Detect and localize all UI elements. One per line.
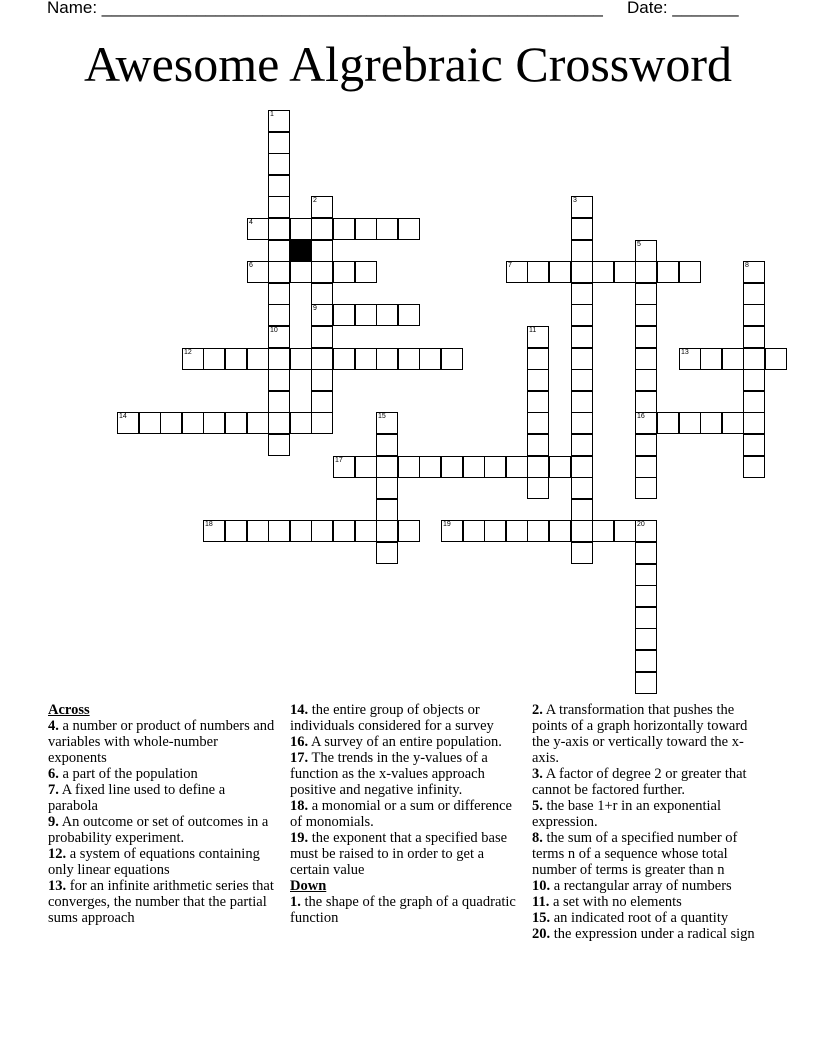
name-field[interactable]: Name: _____________________________________________________ bbox=[47, 0, 603, 17]
crossword-cell[interactable] bbox=[506, 520, 528, 542]
crossword-cell[interactable] bbox=[527, 477, 549, 499]
crossword-cell[interactable] bbox=[311, 412, 333, 434]
clue-across-9: 9. An outcome or set of outcomes in a probability experiment. bbox=[48, 814, 269, 846]
crossword-cell[interactable] bbox=[311, 196, 333, 218]
clue-number: 17 bbox=[335, 457, 343, 464]
crossword-cell[interactable] bbox=[268, 240, 290, 262]
crossword-cell[interactable] bbox=[333, 348, 355, 370]
crossword-cell[interactable] bbox=[635, 564, 657, 586]
crossword-cell[interactable] bbox=[311, 218, 333, 240]
crossword-cell[interactable] bbox=[203, 348, 225, 370]
crossword-cell[interactable] bbox=[311, 369, 333, 391]
crossword-cell[interactable] bbox=[635, 348, 657, 370]
crossword-cell[interactable] bbox=[743, 456, 765, 478]
crossword-cell[interactable] bbox=[376, 218, 398, 240]
crossword-cell[interactable] bbox=[527, 412, 549, 434]
down-heading: Down bbox=[290, 878, 327, 894]
crossword-cell[interactable] bbox=[311, 520, 333, 542]
crossword-cell[interactable] bbox=[398, 218, 420, 240]
crossword-cell[interactable] bbox=[722, 412, 744, 434]
clue-number: 8 bbox=[745, 262, 749, 269]
crossword-cell[interactable] bbox=[268, 520, 290, 542]
black-cell bbox=[290, 240, 312, 262]
clue-number: 16 bbox=[637, 413, 645, 420]
crossword-cell[interactable] bbox=[247, 412, 269, 434]
crossword-cell[interactable] bbox=[311, 304, 333, 326]
crossword-cell[interactable] bbox=[527, 369, 549, 391]
crossword-cell[interactable] bbox=[268, 175, 290, 197]
crossword-cell[interactable] bbox=[376, 520, 398, 542]
crossword-cell[interactable] bbox=[743, 283, 765, 305]
crossword-cell[interactable] bbox=[333, 520, 355, 542]
crossword-cell[interactable] bbox=[484, 520, 506, 542]
crossword-cell[interactable] bbox=[571, 391, 593, 413]
crossword-cell[interactable] bbox=[311, 283, 333, 305]
clue-across-6: 6. a part of the population bbox=[48, 766, 198, 782]
crossword-cell[interactable] bbox=[571, 412, 593, 434]
crossword-cell[interactable] bbox=[463, 456, 485, 478]
clue-number: 4 bbox=[249, 219, 253, 226]
crossword-cell[interactable] bbox=[614, 520, 636, 542]
crossword-cell[interactable] bbox=[268, 434, 290, 456]
crossword-cell[interactable] bbox=[549, 261, 571, 283]
crossword-cell[interactable] bbox=[376, 542, 398, 564]
crossword-cell[interactable] bbox=[355, 218, 377, 240]
crossword-cell[interactable] bbox=[290, 348, 312, 370]
clue-number: 13 bbox=[681, 349, 689, 356]
clue-across-12: 12. a system of equations containing only linear equations bbox=[48, 846, 260, 878]
clue-down-11: 11. a set with no elements bbox=[532, 894, 682, 910]
crossword-cell[interactable] bbox=[268, 369, 290, 391]
clue-number: 2 bbox=[313, 197, 317, 204]
crossword-cell[interactable] bbox=[635, 434, 657, 456]
crossword-cell[interactable] bbox=[527, 520, 549, 542]
crossword-cell[interactable] bbox=[657, 412, 679, 434]
clue-number: 20 bbox=[637, 521, 645, 528]
crossword-cell[interactable] bbox=[333, 456, 355, 478]
crossword-cell[interactable] bbox=[700, 348, 722, 370]
clue-across-17: 17. The trends in the y-values of a function as the x-values approach positive and negative infinity. bbox=[290, 750, 488, 798]
clue-down-1: 1. the shape of the graph of a quadratic function bbox=[290, 894, 516, 926]
crossword-cell[interactable] bbox=[247, 218, 269, 240]
crossword-cell[interactable] bbox=[268, 391, 290, 413]
clue-down-3: 3. A factor of degree 2 or greater that cannot be factored further. bbox=[532, 766, 747, 798]
crossword-cell[interactable] bbox=[571, 240, 593, 262]
crossword-cell[interactable] bbox=[290, 520, 312, 542]
crossword-cell[interactable] bbox=[571, 326, 593, 348]
crossword-cell[interactable] bbox=[268, 304, 290, 326]
crossword-cell[interactable] bbox=[463, 520, 485, 542]
clue-number: 18 bbox=[205, 521, 213, 528]
clue-number: 14 bbox=[119, 413, 127, 420]
date-field[interactable]: Date: _______ bbox=[627, 0, 739, 17]
crossword-cell[interactable] bbox=[571, 520, 593, 542]
crossword-cell[interactable] bbox=[441, 456, 463, 478]
crossword-cell[interactable] bbox=[722, 348, 744, 370]
crossword-cell[interactable] bbox=[635, 304, 657, 326]
crossword-cell[interactable] bbox=[635, 369, 657, 391]
crossword-cell[interactable] bbox=[117, 412, 139, 434]
crossword-cell[interactable] bbox=[376, 456, 398, 478]
clue-number: 6 bbox=[249, 262, 253, 269]
crossword-cell[interactable] bbox=[290, 261, 312, 283]
clue-down-2: 2. A transformation that pushes the points of a graph horizontally toward the y-axis or vertically toward the x-axis. bbox=[532, 702, 748, 766]
crossword-cell[interactable] bbox=[268, 110, 290, 132]
crossword-cell[interactable] bbox=[311, 326, 333, 348]
crossword-cell[interactable] bbox=[333, 261, 355, 283]
crossword-cell[interactable] bbox=[614, 261, 636, 283]
clue-number: 1 bbox=[270, 111, 274, 118]
crossword-cell[interactable] bbox=[635, 283, 657, 305]
crossword-cell[interactable] bbox=[571, 499, 593, 521]
crossword-cell[interactable] bbox=[506, 456, 528, 478]
crossword-cell[interactable] bbox=[419, 456, 441, 478]
crossword-cell[interactable] bbox=[571, 283, 593, 305]
crossword-cell[interactable] bbox=[398, 348, 420, 370]
clue-number: 3 bbox=[573, 197, 577, 204]
crossword-cell[interactable] bbox=[549, 520, 571, 542]
crossword-cell[interactable] bbox=[203, 412, 225, 434]
crossword-cell[interactable] bbox=[571, 456, 593, 478]
crossword-cell[interactable] bbox=[355, 304, 377, 326]
crossword-cell[interactable] bbox=[635, 672, 657, 694]
clue-number: 15 bbox=[378, 413, 386, 420]
crossword-cell[interactable] bbox=[635, 391, 657, 413]
clue-number: 19 bbox=[443, 521, 451, 528]
across-heading: Across bbox=[48, 702, 90, 718]
clue-across-19: 19. the exponent that a specified base must be raised to in order to get a certain value bbox=[290, 830, 508, 878]
crossword-cell[interactable] bbox=[571, 196, 593, 218]
crossword-cell[interactable] bbox=[311, 348, 333, 370]
crossword-cell[interactable] bbox=[635, 585, 657, 607]
crossword-cell[interactable] bbox=[419, 348, 441, 370]
crossword-cell[interactable] bbox=[311, 240, 333, 262]
clue-number: 11 bbox=[529, 327, 537, 334]
crossword-cell[interactable] bbox=[635, 628, 657, 650]
crossword-cell[interactable] bbox=[743, 369, 765, 391]
clue-number: 10 bbox=[270, 327, 278, 334]
crossword-cell[interactable] bbox=[355, 348, 377, 370]
crossword-cell[interactable] bbox=[743, 391, 765, 413]
clue-down-20: 20. the expression under a radical sign bbox=[532, 926, 755, 942]
crossword-cell[interactable] bbox=[527, 326, 549, 348]
crossword-cell[interactable] bbox=[247, 348, 269, 370]
crossword-cell[interactable] bbox=[311, 261, 333, 283]
crossword-cell[interactable] bbox=[376, 348, 398, 370]
crossword-cell[interactable] bbox=[311, 391, 333, 413]
crossword-cell[interactable] bbox=[679, 348, 701, 370]
clue-across-18: 18. a monomial or a sum or difference of monomials. bbox=[290, 798, 512, 830]
clue-down-10: 10. a rectangular array of numbers bbox=[532, 878, 732, 894]
crossword-cell[interactable] bbox=[139, 412, 161, 434]
crossword-cell[interactable] bbox=[635, 607, 657, 629]
crossword-cell[interactable] bbox=[268, 283, 290, 305]
crossword-cell[interactable] bbox=[743, 412, 765, 434]
crossword-cell[interactable] bbox=[592, 261, 614, 283]
crossword-cell[interactable] bbox=[635, 650, 657, 672]
crossword-cell[interactable] bbox=[743, 434, 765, 456]
clue-number: 5 bbox=[637, 241, 641, 248]
clues-column-3 bbox=[532, 702, 768, 942]
clue-across-13: 13. for an infinite arithmetic series that converges, the number that the partial sums approach bbox=[48, 878, 274, 926]
crossword-cell[interactable] bbox=[765, 348, 787, 370]
crossword-cell[interactable] bbox=[441, 520, 463, 542]
crossword-cell[interactable] bbox=[635, 456, 657, 478]
crossword-cell[interactable] bbox=[398, 456, 420, 478]
clue-down-5: 5. the base 1+r in an exponential expression. bbox=[532, 798, 721, 830]
crossword-cell[interactable] bbox=[268, 348, 290, 370]
crossword-cell[interactable] bbox=[333, 304, 355, 326]
crossword-cell[interactable] bbox=[398, 304, 420, 326]
crossword-cell[interactable] bbox=[635, 520, 657, 542]
crossword-cell[interactable] bbox=[635, 326, 657, 348]
crossword-cell[interactable] bbox=[182, 412, 204, 434]
crossword-cell[interactable] bbox=[376, 304, 398, 326]
crossword-cell[interactable] bbox=[182, 348, 204, 370]
crossword-cell[interactable] bbox=[268, 326, 290, 348]
crossword-cell[interactable] bbox=[527, 456, 549, 478]
crossword-cell[interactable] bbox=[268, 218, 290, 240]
clue-down-15: 15. an indicated root of a quantity bbox=[532, 910, 729, 926]
crossword-cell[interactable] bbox=[743, 326, 765, 348]
crossword-cell[interactable] bbox=[225, 412, 247, 434]
clue-across-7: 7. A fixed line used to define a parabola bbox=[48, 782, 226, 814]
crossword-cell[interactable] bbox=[290, 218, 312, 240]
crossword-cell[interactable] bbox=[333, 218, 355, 240]
crossword-cell[interactable] bbox=[268, 412, 290, 434]
crossword-cell[interactable] bbox=[679, 261, 701, 283]
crossword-cell[interactable] bbox=[635, 477, 657, 499]
crossword-cell[interactable] bbox=[571, 348, 593, 370]
crossword-cell[interactable] bbox=[571, 218, 593, 240]
crossword-cell[interactable] bbox=[225, 520, 247, 542]
clue-across-14: 14. the entire group of objects or individuals considered for a survey bbox=[290, 702, 494, 734]
crossword-cell[interactable] bbox=[268, 153, 290, 175]
crossword-cell[interactable] bbox=[247, 261, 269, 283]
clue-number: 7 bbox=[508, 262, 512, 269]
crossword-cell[interactable] bbox=[635, 412, 657, 434]
crossword-cell[interactable] bbox=[527, 348, 549, 370]
crossword-cell[interactable] bbox=[355, 456, 377, 478]
crossword-cell[interactable] bbox=[571, 261, 593, 283]
crossword-cell[interactable] bbox=[506, 261, 528, 283]
crossword-cell[interactable] bbox=[571, 477, 593, 499]
crossword-cell[interactable] bbox=[203, 520, 225, 542]
crossword-cell[interactable] bbox=[268, 261, 290, 283]
clue-across-16: 16. A survey of an entire population. bbox=[290, 734, 502, 750]
crossword-cell[interactable] bbox=[571, 369, 593, 391]
crossword-cell[interactable] bbox=[571, 434, 593, 456]
crossword-cell[interactable] bbox=[376, 412, 398, 434]
crossword-cell[interactable] bbox=[657, 261, 679, 283]
crossword-cell[interactable] bbox=[527, 391, 549, 413]
clue-number: 12 bbox=[184, 349, 192, 356]
crossword-cell[interactable] bbox=[571, 542, 593, 564]
crossword-cell[interactable] bbox=[290, 412, 312, 434]
crossword-cell[interactable] bbox=[225, 348, 247, 370]
clue-across-4: 4. a number or product of numbers and variables with whole-number exponents bbox=[48, 718, 275, 766]
crossword-cell[interactable] bbox=[376, 434, 398, 456]
crossword-cell[interactable] bbox=[376, 499, 398, 521]
crossword-cell[interactable] bbox=[268, 196, 290, 218]
crossword-cell[interactable] bbox=[398, 520, 420, 542]
crossword-cell[interactable] bbox=[743, 304, 765, 326]
crossword-cell[interactable] bbox=[743, 261, 765, 283]
crossword-cell[interactable] bbox=[592, 520, 614, 542]
crossword-cell[interactable] bbox=[549, 456, 571, 478]
crossword-cell[interactable] bbox=[679, 412, 701, 434]
clue-down-8: 8. the sum of a specified number of terms n of a sequence whose total number of terms is greater than n bbox=[532, 830, 738, 878]
clues-column-2 bbox=[290, 702, 526, 926]
crossword-cell[interactable] bbox=[527, 261, 549, 283]
crossword-cell[interactable] bbox=[160, 412, 182, 434]
crossword-cell[interactable] bbox=[484, 456, 506, 478]
crossword-cell[interactable] bbox=[355, 261, 377, 283]
crossword-cell[interactable] bbox=[635, 240, 657, 262]
crossword-cell[interactable] bbox=[635, 542, 657, 564]
crossword-cell[interactable] bbox=[527, 434, 549, 456]
crossword-cell[interactable] bbox=[441, 348, 463, 370]
crossword-cell[interactable] bbox=[355, 520, 377, 542]
clue-number: 9 bbox=[313, 305, 317, 312]
crossword-cell[interactable] bbox=[700, 412, 722, 434]
crossword-cell[interactable] bbox=[247, 520, 269, 542]
crossword-cell[interactable] bbox=[268, 132, 290, 154]
clues-column-1 bbox=[48, 702, 276, 926]
crossword-cell[interactable] bbox=[743, 348, 765, 370]
crossword-cell[interactable] bbox=[571, 304, 593, 326]
crossword-cell[interactable] bbox=[376, 477, 398, 499]
crossword-cell[interactable] bbox=[635, 261, 657, 283]
page-title: Awesome Algrebraic Crossword bbox=[83, 36, 733, 92]
